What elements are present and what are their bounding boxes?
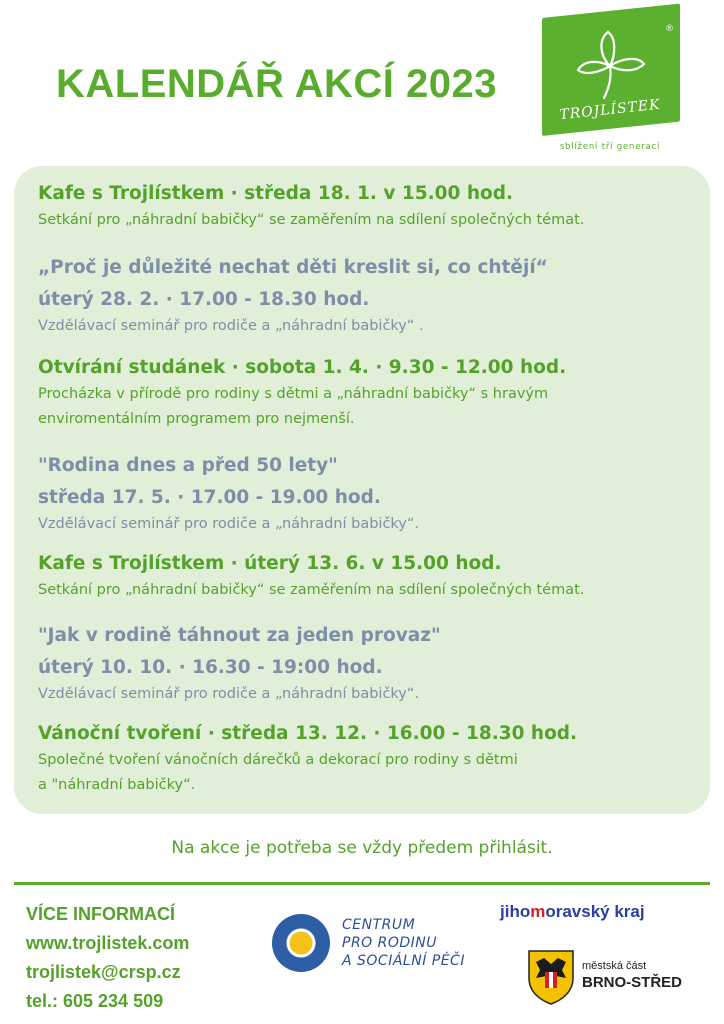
- contact-heading: VÍCE INFORMACÍ: [26, 904, 176, 924]
- brno-coat-of-arms-icon: [526, 948, 576, 1006]
- event-description-2: enviromentálním programem pro nejmenší.: [38, 411, 355, 427]
- event-4: [38, 452, 419, 537]
- event-title: "Jak v rodině táhnout za jeden provaz": [38, 625, 441, 646]
- event-description: Procházka v přírodě pro rodiny s dětmi a „náhradní babičky“ s hravým: [38, 386, 549, 402]
- event-date: středa 17. 5. · 17.00 - 19.00 hod.: [38, 487, 381, 508]
- crsp-logo: [272, 914, 492, 984]
- crsp-circle-icon: [272, 914, 330, 972]
- jmk-prefix: jiho: [500, 902, 531, 921]
- event-description: Vzdělávací seminář pro rodiče a „náhradní babičky“ .: [38, 318, 424, 334]
- event-date: úterý 28. 2. · 17.00 - 18.30 hod.: [38, 289, 370, 310]
- event-description: Setkání pro „náhradní babičky“ se zaměřením na sdílení společných témat.: [38, 212, 585, 228]
- event-title: Kafe s Trojlístkem · středa 18. 1. v 15.00 hod.: [38, 183, 514, 204]
- logo-tagline: sblížení tří generací: [559, 142, 661, 152]
- phone-number: tel.: 605 234 509: [26, 991, 164, 1011]
- crsp-name: [342, 916, 465, 970]
- event-description: Vzdělávací seminář pro rodiče a „náhradní babičky“.: [38, 686, 420, 702]
- email-link[interactable]: trojlistek@crsp.cz: [26, 962, 181, 982]
- page-title: KALENDÁŘ AKCÍ 2023: [56, 62, 497, 106]
- event-description: Vzdělávací seminář pro rodiče a „náhradní babičky“.: [38, 516, 420, 532]
- trojlistek-logo: [540, 18, 690, 158]
- crsp-line: A SOCIÁLNÍ PÉČI: [342, 953, 465, 969]
- event-description: Společné tvoření vánočních dárečků a dekorací pro rodiny s dětmi: [38, 752, 518, 768]
- event-7: [38, 720, 577, 798]
- logo-name: TROJLÍSTEK: [558, 96, 662, 124]
- event-2: [38, 254, 548, 339]
- event-1: [38, 180, 584, 233]
- event-description-2: a "náhradní babičky“.: [38, 777, 196, 793]
- district-logo: [582, 960, 682, 991]
- event-6: [38, 622, 441, 707]
- registered-mark: ®: [665, 24, 674, 34]
- jmk-logo: [500, 902, 645, 922]
- events-panel: [14, 166, 710, 814]
- footer-divider: [14, 882, 710, 885]
- clover-icon: [570, 26, 650, 106]
- crsp-line: PRO RODINU: [342, 935, 438, 951]
- website-link[interactable]: www.trojlistek.com: [26, 933, 190, 953]
- event-title: Kafe s Trojlístkem · úterý 13. 6. v 15.00 hod.: [38, 553, 502, 574]
- event-title: "Rodina dnes a před 50 lety": [38, 455, 338, 476]
- jmk-suffix: oravský kraj: [545, 902, 645, 921]
- crsp-line: CENTRUM: [342, 917, 416, 933]
- district-name: BRNO-STŘED: [582, 974, 682, 991]
- registration-notice: Na akce je potřeba se vždy předem přihlásit.: [171, 838, 553, 858]
- event-title: Otvírání studánek · sobota 1. 4. · 9.30 - 12.00 hod.: [38, 357, 567, 378]
- district-label: městská část: [582, 960, 647, 972]
- event-date: úterý 10. 10. · 16.30 - 19:00 hod.: [38, 657, 383, 678]
- event-title: „Proč je důležité nechat děti kreslit si, co chtějí“: [38, 257, 548, 278]
- jmk-highlight: m: [530, 902, 546, 921]
- contact-block: [26, 900, 189, 1016]
- event-3: [38, 354, 566, 432]
- event-5: [38, 550, 584, 603]
- event-title: Vánoční tvoření · středa 13. 12. · 16.00 - 18.30 hod.: [38, 723, 578, 744]
- event-description: Setkání pro „náhradní babičky“ se zaměřením na sdílení společných témat.: [38, 582, 585, 598]
